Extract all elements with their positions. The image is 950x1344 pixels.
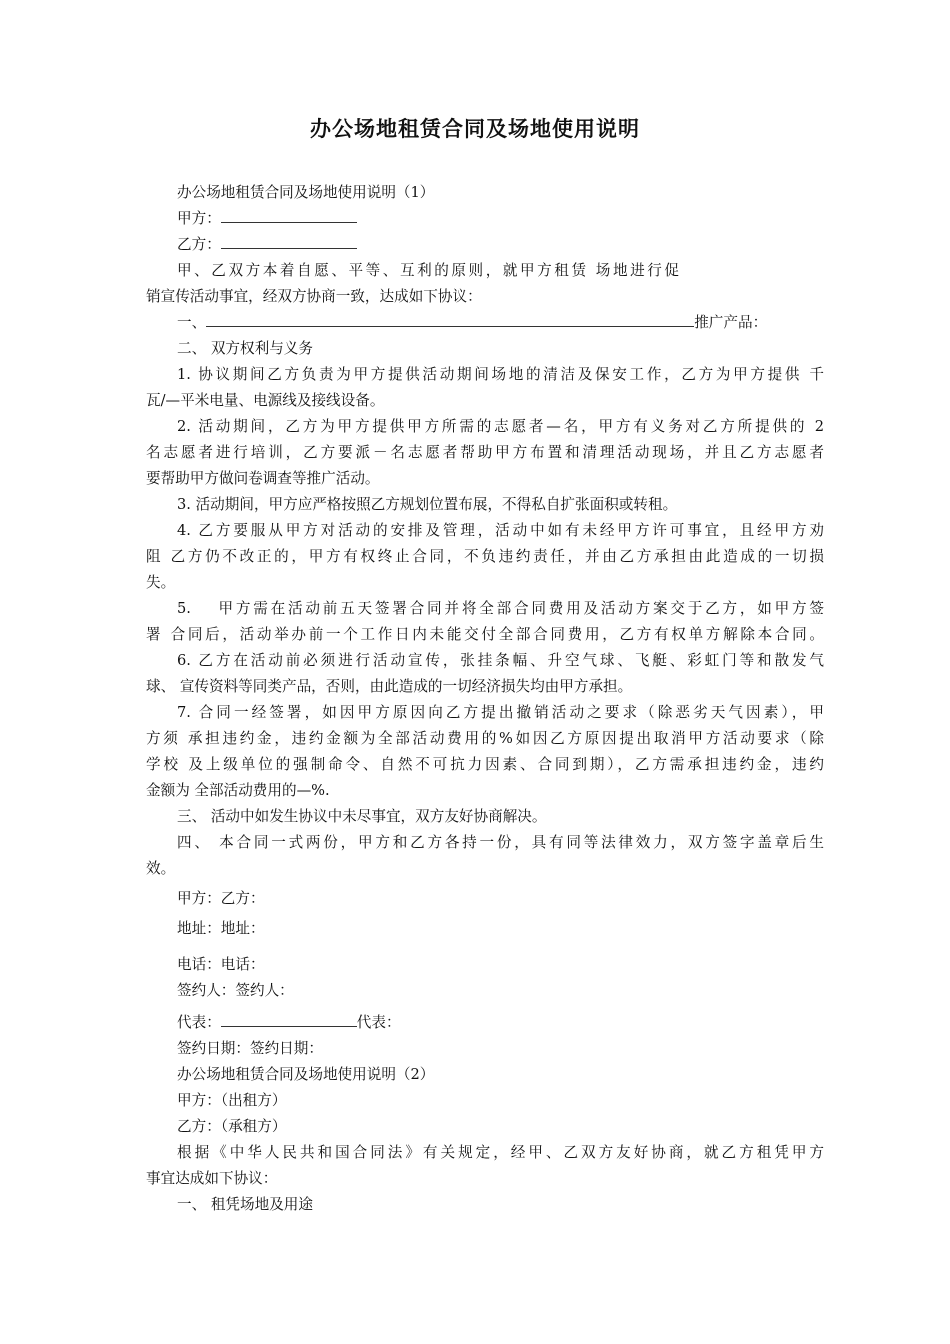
paragraph-line: 5. 甲方需在活动前五天签署合同并将全部合同费用及活动方案交于乙方，如甲方签 (177, 600, 824, 617)
paragraph-line: 四、 本合同一式两份，甲方和乙方各持一份，具有同等法律效力，双方签字盖章后生 (177, 834, 824, 851)
paragraph-line: 7. 合同一经签署，如因甲方原因向乙方提出撤销活动之要求（除恶劣天气因素），甲 (177, 704, 824, 721)
paragraph-line: 3. 活动期间，甲方应严格按照乙方规划位置布展，不得私自扩张面积或转租。 (177, 496, 678, 513)
paragraph-line: 要帮助甲方做问卷调查等推广活动。 (146, 470, 380, 487)
signature-representative-line (177, 1010, 824, 1036)
paragraph-line: 事宜达成如下协议： (146, 1170, 278, 1187)
signature-party-line: 甲方：乙方： (177, 890, 265, 907)
representative-blank (221, 1010, 357, 1027)
signature-date-line: 签约日期：签约日期： (177, 1040, 323, 1057)
party-a-blank (221, 206, 357, 223)
signature-address-line: 地址：地址： (177, 920, 265, 937)
paragraph-line: 销宣传活动事宜，经双方协商一致，达成如下协议： (146, 288, 482, 305)
paragraph-line: 4. 乙方要服从甲方对活动的安排及管理，活动中如有未经甲方许可事宜，且经甲方劝 (177, 522, 824, 539)
paragraph-line: 效。 (146, 860, 176, 877)
paragraph-line: 球、 宣传资料等同类产品，否则，由此造成的一切经济损失均由甲方承担。 (146, 678, 633, 695)
party-a-label: 甲方： (177, 210, 221, 227)
representative-label: 代表： (177, 1014, 221, 1031)
paragraph-line: 6. 乙方在活动前必须进行活动宣传，张挂条幅、升空气球、飞艇、彩虹门等和散发气 (177, 652, 824, 669)
paragraph-line: 方须 承担违约金，违约金额为全部活动费用的%如因乙方原因提出取消甲方活动要求（除 (146, 730, 824, 747)
signature-phone-line: 电话：电话： (177, 956, 265, 973)
representative-label: 代表： (356, 1014, 401, 1031)
paragraph-line: 学校 及上级单位的强制命令、自然不可抗力因素、合同到期），乙方需承担违约金，违约 (146, 756, 824, 773)
paragraph-line: 金额为 全部活动费用的—%. (146, 782, 330, 799)
paragraph-line: 2. 活动期间，乙方为甲方提供甲方所需的志愿者—名，甲方有义务对乙方所提供的 2 (177, 418, 824, 435)
product-line (177, 310, 824, 336)
product-blank (206, 310, 694, 327)
paragraph-line: 瓦/—平米电量、电源线及接线设备。 (146, 392, 385, 409)
paragraph-line: 名志愿者进行培训，乙方要派－名志愿者帮助甲方布置和清理活动现场，并且乙方志愿者 (146, 444, 824, 461)
paragraph-line: 根据《中华人民共和国合同法》有关规定，经甲、乙双方友好协商，就乙方租凭甲方 (177, 1144, 824, 1161)
section-heading: 办公场地租赁合同及场地使用说明（2） (177, 1066, 435, 1083)
section-heading: 办公场地租赁合同及场地使用说明（1） (177, 184, 435, 201)
item-number: 一、 (177, 314, 207, 331)
section-heading: 二、 双方权利与义务 (177, 340, 313, 357)
paragraph-line: 阻 乙方仍不改正的，甲方有权终止合同，不负违约责任，并由乙方承担由此造成的一切损 (146, 548, 824, 565)
party-a-line (177, 206, 824, 232)
signature-signer-line: 签约人：签约人： (177, 982, 294, 999)
section-heading: 三、 活动中如发生协议中未尽事宜，双方友好协商解决。 (177, 808, 547, 825)
party-b-label: 乙方： (177, 236, 221, 253)
paragraph-line: 甲、乙双方本着自愿、平等、互利的原则，就甲方租赁 场地进行促 (177, 262, 679, 279)
section-heading: 一、 租凭场地及用途 (177, 1196, 313, 1213)
party-b-blank (221, 232, 357, 249)
document-title: 办公场地租赁合同及场地使用说明 (310, 116, 640, 141)
paragraph-line: 失。 (146, 574, 176, 591)
party-b-line: 乙方：（承租方） (177, 1118, 287, 1135)
party-a-line: 甲方：（出租方） (177, 1092, 287, 1109)
paragraph-line: 署 合同后，活动举办前一个工作日内未能交付全部合同费用，乙方有权单方解除本合同。 (146, 626, 824, 643)
product-label: 推广产品： (694, 314, 768, 331)
party-b-line (177, 232, 824, 258)
paragraph-line: 1. 协议期间乙方负责为甲方提供活动期间场地的清洁及保安工作，乙方为甲方提供 千 (177, 366, 824, 383)
